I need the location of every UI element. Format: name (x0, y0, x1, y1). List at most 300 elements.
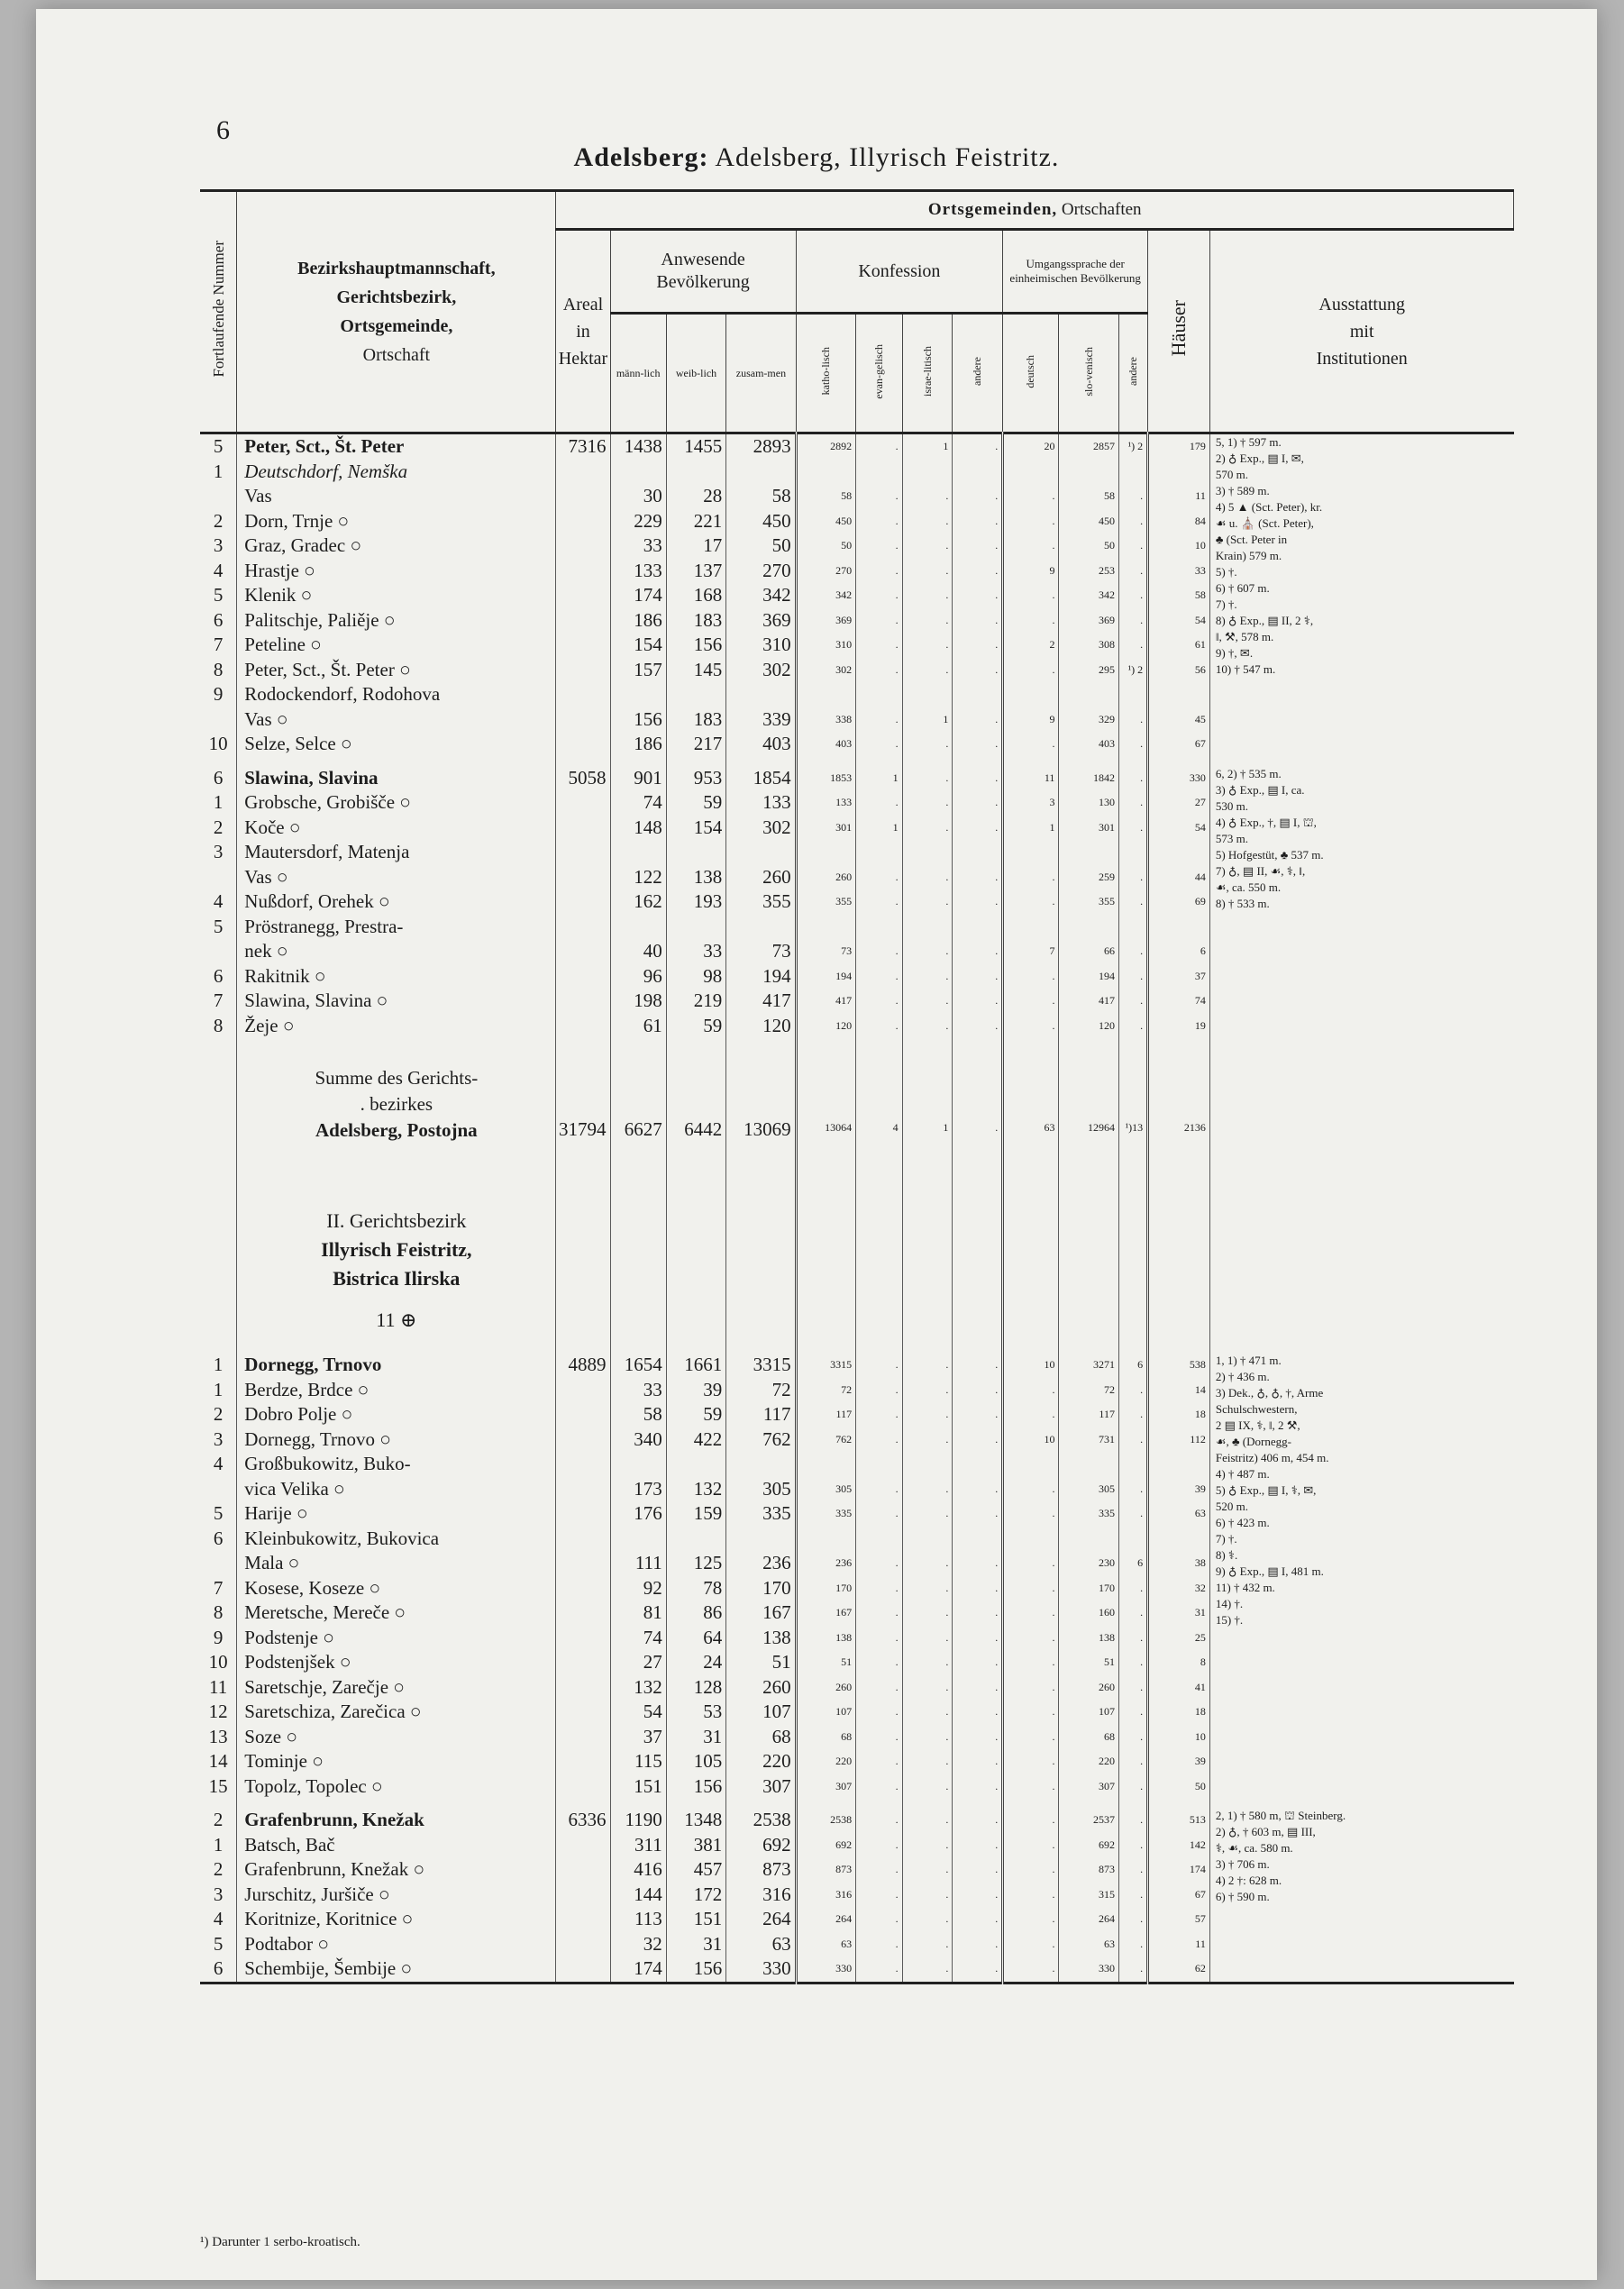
cell-lang-other: . (1118, 559, 1147, 584)
cell-israelite: . (902, 1551, 953, 1576)
cell-german: . (1003, 732, 1059, 757)
cell-slovene: 72 (1059, 1378, 1119, 1403)
remark-line: 6) † 607 m. (1215, 581, 1270, 595)
cell-areal (556, 1932, 610, 1957)
cell-houses: 74 (1148, 989, 1210, 1014)
cell-evangelical: . (856, 939, 903, 964)
cell-german: . (1003, 1675, 1059, 1701)
cell-conf-other: . (953, 509, 1003, 534)
cell-conf-other: . (953, 1427, 1003, 1453)
cell-evangelical: . (856, 1700, 903, 1725)
cell-german: . (1003, 1600, 1059, 1626)
header-equipment-3: Institutionen (1316, 348, 1408, 369)
cell-male: 133 (610, 559, 666, 584)
cell-lang-other (1118, 1452, 1147, 1477)
cell-conf-other: . (953, 559, 1003, 584)
cell-evangelical: . (856, 433, 903, 460)
cell-areal (556, 460, 610, 485)
cell-male: 416 (610, 1857, 666, 1883)
cell-areal (556, 707, 610, 733)
cell-houses: 18 (1148, 1402, 1210, 1427)
cell-areal (556, 1452, 610, 1477)
cell-german: . (1003, 1576, 1059, 1601)
cell-israelite: . (902, 790, 953, 816)
cell-male: 61 (610, 1014, 666, 1039)
cell-slovene: 301 (1059, 816, 1119, 841)
cell-slovene: 160 (1059, 1600, 1119, 1626)
cell-catholic: 342 (796, 583, 856, 608)
cell-female (666, 915, 726, 940)
cell-areal (556, 583, 610, 608)
cell-israelite: . (902, 1907, 953, 1932)
cell-catholic: 2538 (796, 1799, 856, 1833)
cell-female: 221 (666, 509, 726, 534)
cell-conf-other: . (953, 1626, 1003, 1651)
cell-male: 311 (610, 1833, 666, 1858)
cell-lang-other: . (1118, 989, 1147, 1014)
cell-evangelical: . (856, 732, 903, 757)
remark-line: 7) ♁, ▤ II, ☙, ⚕, ‖, (1215, 863, 1306, 878)
cell-evangelical: 1 (856, 816, 903, 841)
cell-german: 7 (1003, 939, 1059, 964)
row-number: 15 (200, 1774, 237, 1800)
place-name: Topolz, Topolec ○ (237, 1774, 556, 1800)
cell-areal (556, 1883, 610, 1908)
cell-german: . (1003, 1907, 1059, 1932)
cell-total: 2538 (726, 1799, 796, 1833)
cell-evangelical: . (856, 559, 903, 584)
cell-evangelical: . (856, 1774, 903, 1800)
cell-houses: 142 (1148, 1833, 1210, 1858)
summary-lang-other: ¹)13 (1118, 1038, 1147, 1162)
cell-catholic: 873 (796, 1857, 856, 1883)
cell-israelite: . (902, 1650, 953, 1675)
cell-male: 33 (610, 533, 666, 559)
cell-slovene: 117 (1059, 1402, 1119, 1427)
row-number (200, 939, 237, 964)
cell-houses: 32 (1148, 1576, 1210, 1601)
cell-total: 236 (726, 1551, 796, 1576)
cell-total: 762 (726, 1427, 796, 1453)
cell-evangelical: . (856, 1427, 903, 1453)
cell-female: 86 (666, 1600, 726, 1626)
remark-line: 5, 1) † 597 m. (1215, 435, 1282, 449)
cell-areal: 7316 (556, 433, 610, 460)
cell-lang-other: . (1118, 865, 1147, 890)
cell-catholic: 692 (796, 1833, 856, 1858)
cell-catholic: 68 (796, 1725, 856, 1750)
cell-male: 74 (610, 790, 666, 816)
summary-houses: 2136 (1148, 1038, 1210, 1162)
row-number: 5 (200, 433, 237, 460)
summary-slovene: 12964 (1059, 1038, 1119, 1162)
cell-areal (556, 509, 610, 534)
cell-israelite: . (902, 1501, 953, 1527)
cell-female: 33 (666, 939, 726, 964)
cell-catholic (796, 682, 856, 707)
header-female: weib-lich (666, 314, 726, 433)
cell-male (610, 460, 666, 485)
summary-female: 6442 (666, 1038, 726, 1162)
cell-houses: 67 (1148, 1883, 1210, 1908)
cell-israelite: 1 (902, 707, 953, 733)
cell-total: 220 (726, 1749, 796, 1774)
cell-slovene: 2537 (1059, 1799, 1119, 1833)
remark-line: 6) † 590 m. (1215, 1890, 1270, 1903)
cell-areal (556, 1675, 610, 1701)
district-line1: II. Gerichtsbezirk (326, 1209, 467, 1232)
cell-houses: 57 (1148, 1907, 1210, 1932)
row-number: 6 (200, 964, 237, 989)
cell-lang-other: . (1118, 732, 1147, 757)
cell-male: 74 (610, 1626, 666, 1651)
district-empty-12 (1148, 1162, 1210, 1353)
header-population: Anwesende Bevölkerung (610, 230, 796, 314)
cell-lang-other (1118, 1527, 1147, 1552)
cell-israelite: . (902, 816, 953, 841)
cell-areal (556, 790, 610, 816)
cell-catholic: 762 (796, 1427, 856, 1453)
remark-line: 3) ♁ Exp., ▤ I, ca. (1215, 782, 1305, 797)
cell-areal (556, 484, 610, 509)
row-number: 5 (200, 915, 237, 940)
cell-lang-other: . (1118, 1427, 1147, 1453)
cell-slovene (1059, 1527, 1119, 1552)
place-name: Slawina, Slavina ○ (237, 989, 556, 1014)
place-name: nek ○ (237, 939, 556, 964)
cell-conf-other: . (953, 1675, 1003, 1701)
cell-lang-other: . (1118, 889, 1147, 915)
cell-female: 422 (666, 1427, 726, 1453)
district-empty-7 (902, 1162, 953, 1353)
cell-catholic (796, 915, 856, 940)
remark-line: Krain) 579 m. (1215, 549, 1282, 562)
district-line4: 11 ⊕ (376, 1309, 417, 1331)
cell-houses (1148, 915, 1210, 940)
cell-lang-other: . (1118, 608, 1147, 634)
row-number: 8 (200, 658, 237, 683)
cell-total: 270 (726, 559, 796, 584)
cell-slovene (1059, 682, 1119, 707)
cell-total (726, 460, 796, 485)
cell-houses: 18 (1148, 1700, 1210, 1725)
row-number: 6 (200, 757, 237, 791)
row-number (200, 707, 237, 733)
cell-israelite: . (902, 1626, 953, 1651)
cell-evangelical: . (856, 1551, 903, 1576)
cell-israelite: . (902, 484, 953, 509)
cell-male: 58 (610, 1402, 666, 1427)
row-number: 14 (200, 1749, 237, 1774)
cell-catholic: 3315 (796, 1353, 856, 1378)
remark-line: ☙, ca. 550 m. (1215, 880, 1282, 894)
remark-line: 3) Dek., ♁, ♁, †, Arme (1215, 1386, 1324, 1400)
cell-german: 10 (1003, 1353, 1059, 1378)
cell-houses: 538 (1148, 1353, 1210, 1378)
cell-catholic: 264 (796, 1907, 856, 1932)
cell-german: . (1003, 1378, 1059, 1403)
remark-line: 8) ♁ Exp., ▤ II, 2 ⚕, (1215, 614, 1314, 627)
cell-catholic: 369 (796, 608, 856, 634)
cell-slovene: 355 (1059, 889, 1119, 915)
place-name: Hrastje ○ (237, 559, 556, 584)
summary-male: 6627 (610, 1038, 666, 1162)
cell-lang-other: . (1118, 1477, 1147, 1502)
cell-lang-other: . (1118, 1576, 1147, 1601)
cell-german: . (1003, 1014, 1059, 1039)
cell-german: . (1003, 1551, 1059, 1576)
cell-catholic: 107 (796, 1700, 856, 1725)
cell-slovene (1059, 840, 1119, 865)
cell-female: 59 (666, 1014, 726, 1039)
cell-slovene: 1842 (1059, 757, 1119, 791)
cell-lang-other: . (1118, 1014, 1147, 1039)
cell-catholic: 335 (796, 1501, 856, 1527)
row-number: 13 (200, 1725, 237, 1750)
cell-total: 50 (726, 533, 796, 559)
cell-total: 310 (726, 633, 796, 658)
cell-areal (556, 865, 610, 890)
remark-line: 5) Hofgestüt, ♣ 537 m. (1215, 847, 1324, 862)
cell-total: 107 (726, 1700, 796, 1725)
cell-catholic (796, 1527, 856, 1552)
cell-lang-other: . (1118, 1501, 1147, 1527)
cell-houses (1148, 682, 1210, 707)
cell-evangelical (856, 682, 903, 707)
remark-line: 9) †, ✉. (1215, 646, 1254, 660)
remark-line: 2 ▤ IX, ⚕, ‖, 2 ⚒, (1215, 1418, 1300, 1432)
place-name: Klenik ○ (237, 583, 556, 608)
row-number: 6 (200, 1956, 237, 1983)
row-number: 6 (200, 608, 237, 634)
cell-male: 92 (610, 1576, 666, 1601)
cell-houses: 6 (1148, 939, 1210, 964)
header-col-name (237, 191, 556, 433)
cell-areal (556, 840, 610, 865)
cell-male: 176 (610, 1501, 666, 1527)
cell-lang-other: . (1118, 1907, 1147, 1932)
header-slovene (1059, 314, 1119, 433)
row-number (200, 484, 237, 509)
cell-israelite: . (902, 608, 953, 634)
cell-evangelical: . (856, 1749, 903, 1774)
cell-israelite: . (902, 1353, 953, 1378)
remark-line: ‖, ⚒, 578 m. (1215, 630, 1274, 643)
cell-german (1003, 840, 1059, 865)
cell-german: 20 (1003, 433, 1059, 460)
cell-slovene: 264 (1059, 1907, 1119, 1932)
cell-evangelical: . (856, 1650, 903, 1675)
remark-line: 14) †. (1215, 1597, 1244, 1610)
remark-line: 2) † 436 m. (1215, 1370, 1270, 1383)
cell-israelite: . (902, 1857, 953, 1883)
cell-areal (556, 1477, 610, 1502)
cell-conf-other: . (953, 1600, 1003, 1626)
cell-slovene: 220 (1059, 1749, 1119, 1774)
cell-areal (556, 1857, 610, 1883)
cell-areal (556, 1576, 610, 1601)
cell-slovene: 308 (1059, 633, 1119, 658)
district-empty-1 (556, 1162, 610, 1353)
cell-areal (556, 964, 610, 989)
cell-catholic: 170 (796, 1576, 856, 1601)
cell-german: . (1003, 1883, 1059, 1908)
cell-evangelical: . (856, 707, 903, 733)
cell-catholic: 330 (796, 1956, 856, 1983)
header-male: männ-lich (610, 314, 666, 433)
cell-total: 1854 (726, 757, 796, 791)
summary-total: 13069 (726, 1038, 796, 1162)
header-name-line3: Ortsgemeinde, (340, 316, 453, 336)
cell-slovene: 66 (1059, 939, 1119, 964)
cell-houses: 54 (1148, 608, 1210, 634)
cell-catholic: 403 (796, 732, 856, 757)
page-title-bold: Adelsberg: (573, 142, 709, 172)
place-name: Podstenjšek ○ (237, 1650, 556, 1675)
cell-conf-other: . (953, 1650, 1003, 1675)
header-conf-other (953, 314, 1003, 433)
summary-row (200, 1038, 1514, 1162)
cell-male (610, 682, 666, 707)
cell-catholic: 305 (796, 1477, 856, 1502)
cell-lang-other: . (1118, 533, 1147, 559)
cell-evangelical: . (856, 484, 903, 509)
remark-line: 15) †. (1215, 1613, 1244, 1627)
cell-female: 137 (666, 559, 726, 584)
cell-conf-other (953, 682, 1003, 707)
cell-conf-other: . (953, 964, 1003, 989)
row-number: 1 (200, 1353, 237, 1378)
cell-female: 183 (666, 608, 726, 634)
cell-male: 30 (610, 484, 666, 509)
cell-catholic: 260 (796, 1675, 856, 1701)
row-number: 11 (200, 1675, 237, 1701)
row-number: 4 (200, 889, 237, 915)
cell-male: 122 (610, 865, 666, 890)
cell-catholic (796, 840, 856, 865)
cell-houses: 8 (1148, 1650, 1210, 1675)
remark-line: 2) ♁, † 603 m, ▤ III, (1215, 1825, 1316, 1838)
place-name: Batsch, Bač (237, 1833, 556, 1858)
cell-male: 144 (610, 1883, 666, 1908)
cell-lang-other (1118, 460, 1147, 485)
cell-male: 113 (610, 1907, 666, 1932)
cell-areal (556, 1700, 610, 1725)
cell-catholic: 63 (796, 1932, 856, 1957)
cell-female: 168 (666, 583, 726, 608)
cell-catholic: 450 (796, 509, 856, 534)
cell-total: 355 (726, 889, 796, 915)
cell-slovene: 120 (1059, 1014, 1119, 1039)
place-name: Saretschje, Zarečje ○ (237, 1675, 556, 1701)
district-row (200, 1162, 1514, 1353)
cell-conf-other: . (953, 865, 1003, 890)
cell-evangelical: . (856, 1857, 903, 1883)
place-name: Soze ○ (237, 1725, 556, 1750)
cell-houses: 69 (1148, 889, 1210, 915)
cell-total: 2893 (726, 433, 796, 460)
table-body-summary (200, 1038, 1514, 1353)
cell-houses: 31 (1148, 1600, 1210, 1626)
header-group-rest: Ortschaften (1057, 200, 1142, 220)
cell-areal (556, 915, 610, 940)
header-areal-1: Areal (562, 294, 604, 315)
place-name: Žeje ○ (237, 1014, 556, 1039)
cell-female: 39 (666, 1378, 726, 1403)
header-areal-3: Hektar (558, 348, 608, 369)
cell-houses: 330 (1148, 757, 1210, 791)
cell-areal (556, 1725, 610, 1750)
cell-male: 173 (610, 1477, 666, 1502)
cell-houses: 84 (1148, 509, 1210, 534)
cell-lang-other: . (1118, 1600, 1147, 1626)
cell-female: 154 (666, 816, 726, 841)
cell-evangelical: . (856, 1378, 903, 1403)
cell-german: . (1003, 1857, 1059, 1883)
header-catholic (796, 314, 856, 433)
row-number: 3 (200, 840, 237, 865)
cell-german (1003, 460, 1059, 485)
cell-german: . (1003, 1650, 1059, 1675)
cell-lang-other: . (1118, 1402, 1147, 1427)
header-lang-other-text: andere (1127, 357, 1140, 386)
remark-line: 7) †. (1215, 1532, 1237, 1546)
cell-houses (1148, 1527, 1210, 1552)
cell-israelite (902, 1527, 953, 1552)
cell-german: . (1003, 509, 1059, 534)
place-name: Dorn, Trnje ○ (237, 509, 556, 534)
cell-catholic: 270 (796, 559, 856, 584)
row-number: 10 (200, 732, 237, 757)
row-number: 5 (200, 1501, 237, 1527)
cell-israelite: . (902, 1799, 953, 1833)
cell-evangelical: . (856, 1014, 903, 1039)
cell-catholic: 417 (796, 989, 856, 1014)
cell-female: 217 (666, 732, 726, 757)
row-number: 5 (200, 583, 237, 608)
cell-conf-other: . (953, 484, 1003, 509)
cell-total: 302 (726, 658, 796, 683)
cell-total: 369 (726, 608, 796, 634)
cell-israelite: . (902, 658, 953, 683)
cell-evangelical: . (856, 658, 903, 683)
district-empty-9 (1003, 1162, 1059, 1353)
cell-total: 73 (726, 939, 796, 964)
district-empty-10 (1059, 1162, 1119, 1353)
cell-female: 98 (666, 964, 726, 989)
cell-houses: 33 (1148, 559, 1210, 584)
cell-evangelical (856, 840, 903, 865)
row-number (200, 1477, 237, 1502)
cell-evangelical: . (856, 1956, 903, 1983)
cell-lang-other (1118, 682, 1147, 707)
cell-male: 32 (610, 1932, 666, 1957)
cell-lang-other: . (1118, 509, 1147, 534)
row-number: 3 (200, 1883, 237, 1908)
remark-line: 6, 2) † 535 m. (1215, 766, 1282, 780)
row-number: 6 (200, 1527, 237, 1552)
cell-total (726, 840, 796, 865)
remark-line: 11) † 432 m. (1215, 1581, 1275, 1594)
cell-total: 305 (726, 1477, 796, 1502)
cell-total: 264 (726, 1907, 796, 1932)
header-equipment (1209, 230, 1513, 433)
cell-total: 117 (726, 1402, 796, 1427)
cell-catholic: 301 (796, 816, 856, 841)
remark-line: Schulschwestern, (1215, 1402, 1298, 1416)
cell-total: 450 (726, 509, 796, 534)
remarks-cell (1209, 1353, 1513, 1799)
